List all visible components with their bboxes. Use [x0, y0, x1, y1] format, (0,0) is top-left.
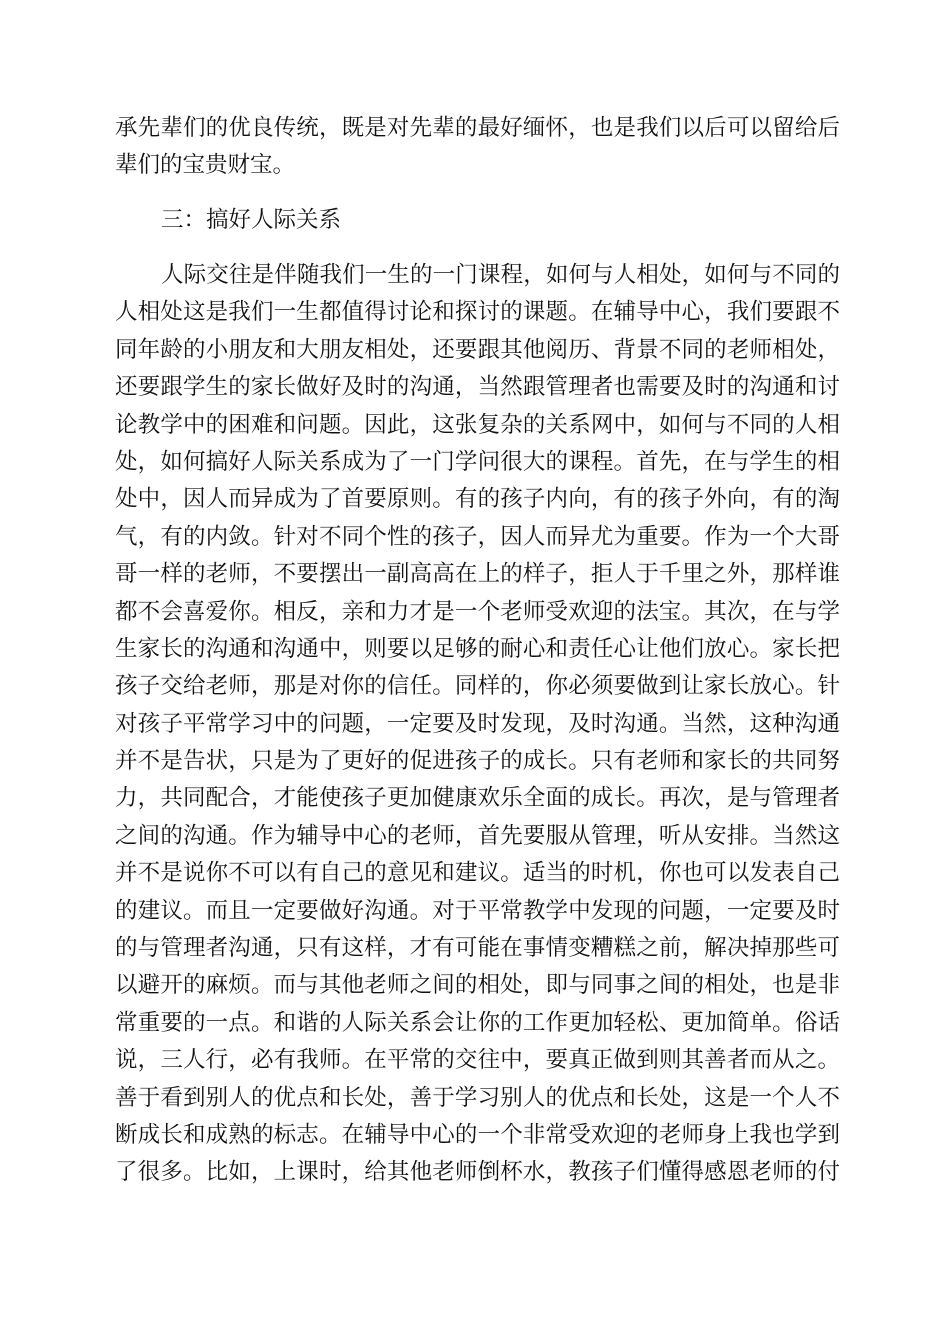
text-line: 善于看到别人的优点和长处，善于学习别人的优点和长处，这是一个人不 [115, 1084, 840, 1111]
text-line: 并不是告状，只是为了更好的促进孩子的成长。只有老师和家长的共同努 [115, 748, 840, 775]
text-line: 说，三人行，必有我师。在平常的交往中，要真正做到则其善者而从之。 [115, 1047, 840, 1074]
text-line: 都不会喜爱你。相反，亲和力才是一个老师受欢迎的法宝。其次，在与学 [115, 598, 840, 625]
text-line: 还要跟学生的家长做好及时的沟通，当然跟管理者也需要及时的沟通和讨 [115, 374, 840, 401]
text-line: 人相处这是我们一生都值得讨论和探讨的课题。在辅导中心，我们要跟不 [115, 299, 840, 326]
text-line: 论教学中的困难和问题。因此，这张复杂的关系网中，如何与不同的人相 [115, 411, 840, 438]
section-heading-block [115, 202, 840, 239]
text-line: 同年龄的小朋友和大朋友相处，还要跟其他阅历、背景不同的老师相处， [115, 336, 840, 363]
text-line: 力，共同配合，才能使孩子更加健康欢乐全面的成长。再次，是与管理者 [115, 785, 840, 812]
text-line: 人际交往是伴随我们一生的一门课程，如何与人相处，如何与不同的 [161, 262, 840, 288]
text-line: 的与管理者沟通，只有这样，才有可能在事情变糟糕之前，解决掉那些可 [115, 935, 840, 962]
text-line: 生家长的沟通和沟通中，则要以足够的耐心和责任心让他们放心。家长把 [115, 635, 840, 662]
text-line: 的建议。而且一定要做好沟通。对于平常教学中发现的问题，一定要及时 [115, 897, 840, 924]
text-line: 了很多。比如，上课时，给其他老师倒杯水，教孩子们懂得感恩老师的付 [115, 1159, 840, 1186]
body-paragraph [115, 257, 840, 1192]
text-line: 哥一样的老师，不要摆出一副高高在上的样子，拒人于千里之外，那样谁 [115, 561, 840, 588]
text-line: 常重要的一点。和谐的人际关系会让你的工作更加轻松、更加简单。俗话 [115, 1009, 840, 1036]
text-line: 处中，因人而异成为了首要原则。有的孩子内向，有的孩子外向，有的淘 [115, 486, 840, 513]
text-line: 断成长和成熟的标志。在辅导中心的一个非常受欢迎的老师身上我也学到 [115, 1121, 840, 1148]
paragraph-continuation [115, 110, 840, 185]
text-line: 之间的沟通。作为辅导中心的老师，首先要服从管理，听从安排。当然这 [115, 822, 840, 849]
section-heading: 三：搞好人际关系 [161, 207, 342, 233]
text-line: 辈们的宝贵财宝。 [115, 152, 296, 179]
text-line: 并不是说你不可以有自己的意见和建议。适当的时机，你也可以发表自己 [115, 860, 840, 887]
text-line: 对孩子平常学习中的问题，一定要及时发现，及时沟通。当然，这种沟通 [115, 710, 840, 737]
text-line: 以避开的麻烦。而与其他老师之间的相处，即与同事之间的相处，也是非 [115, 972, 840, 999]
text-line: 处，如何搞好人际关系成为了一门学问很大的课程。首先，在与学生的相 [115, 448, 840, 475]
text-line: 承先辈们的优良传统，既是对先辈的最好缅怀，也是我们以后可以留给后 [115, 115, 840, 141]
text-line: 气，有的内敛。针对不同个性的孩子，因人而异尤为重要。作为一个大哥 [115, 523, 840, 550]
text-line: 孩子交给老师，那是对你的信任。同样的，你必须要做到让家长放心。针 [115, 673, 840, 700]
